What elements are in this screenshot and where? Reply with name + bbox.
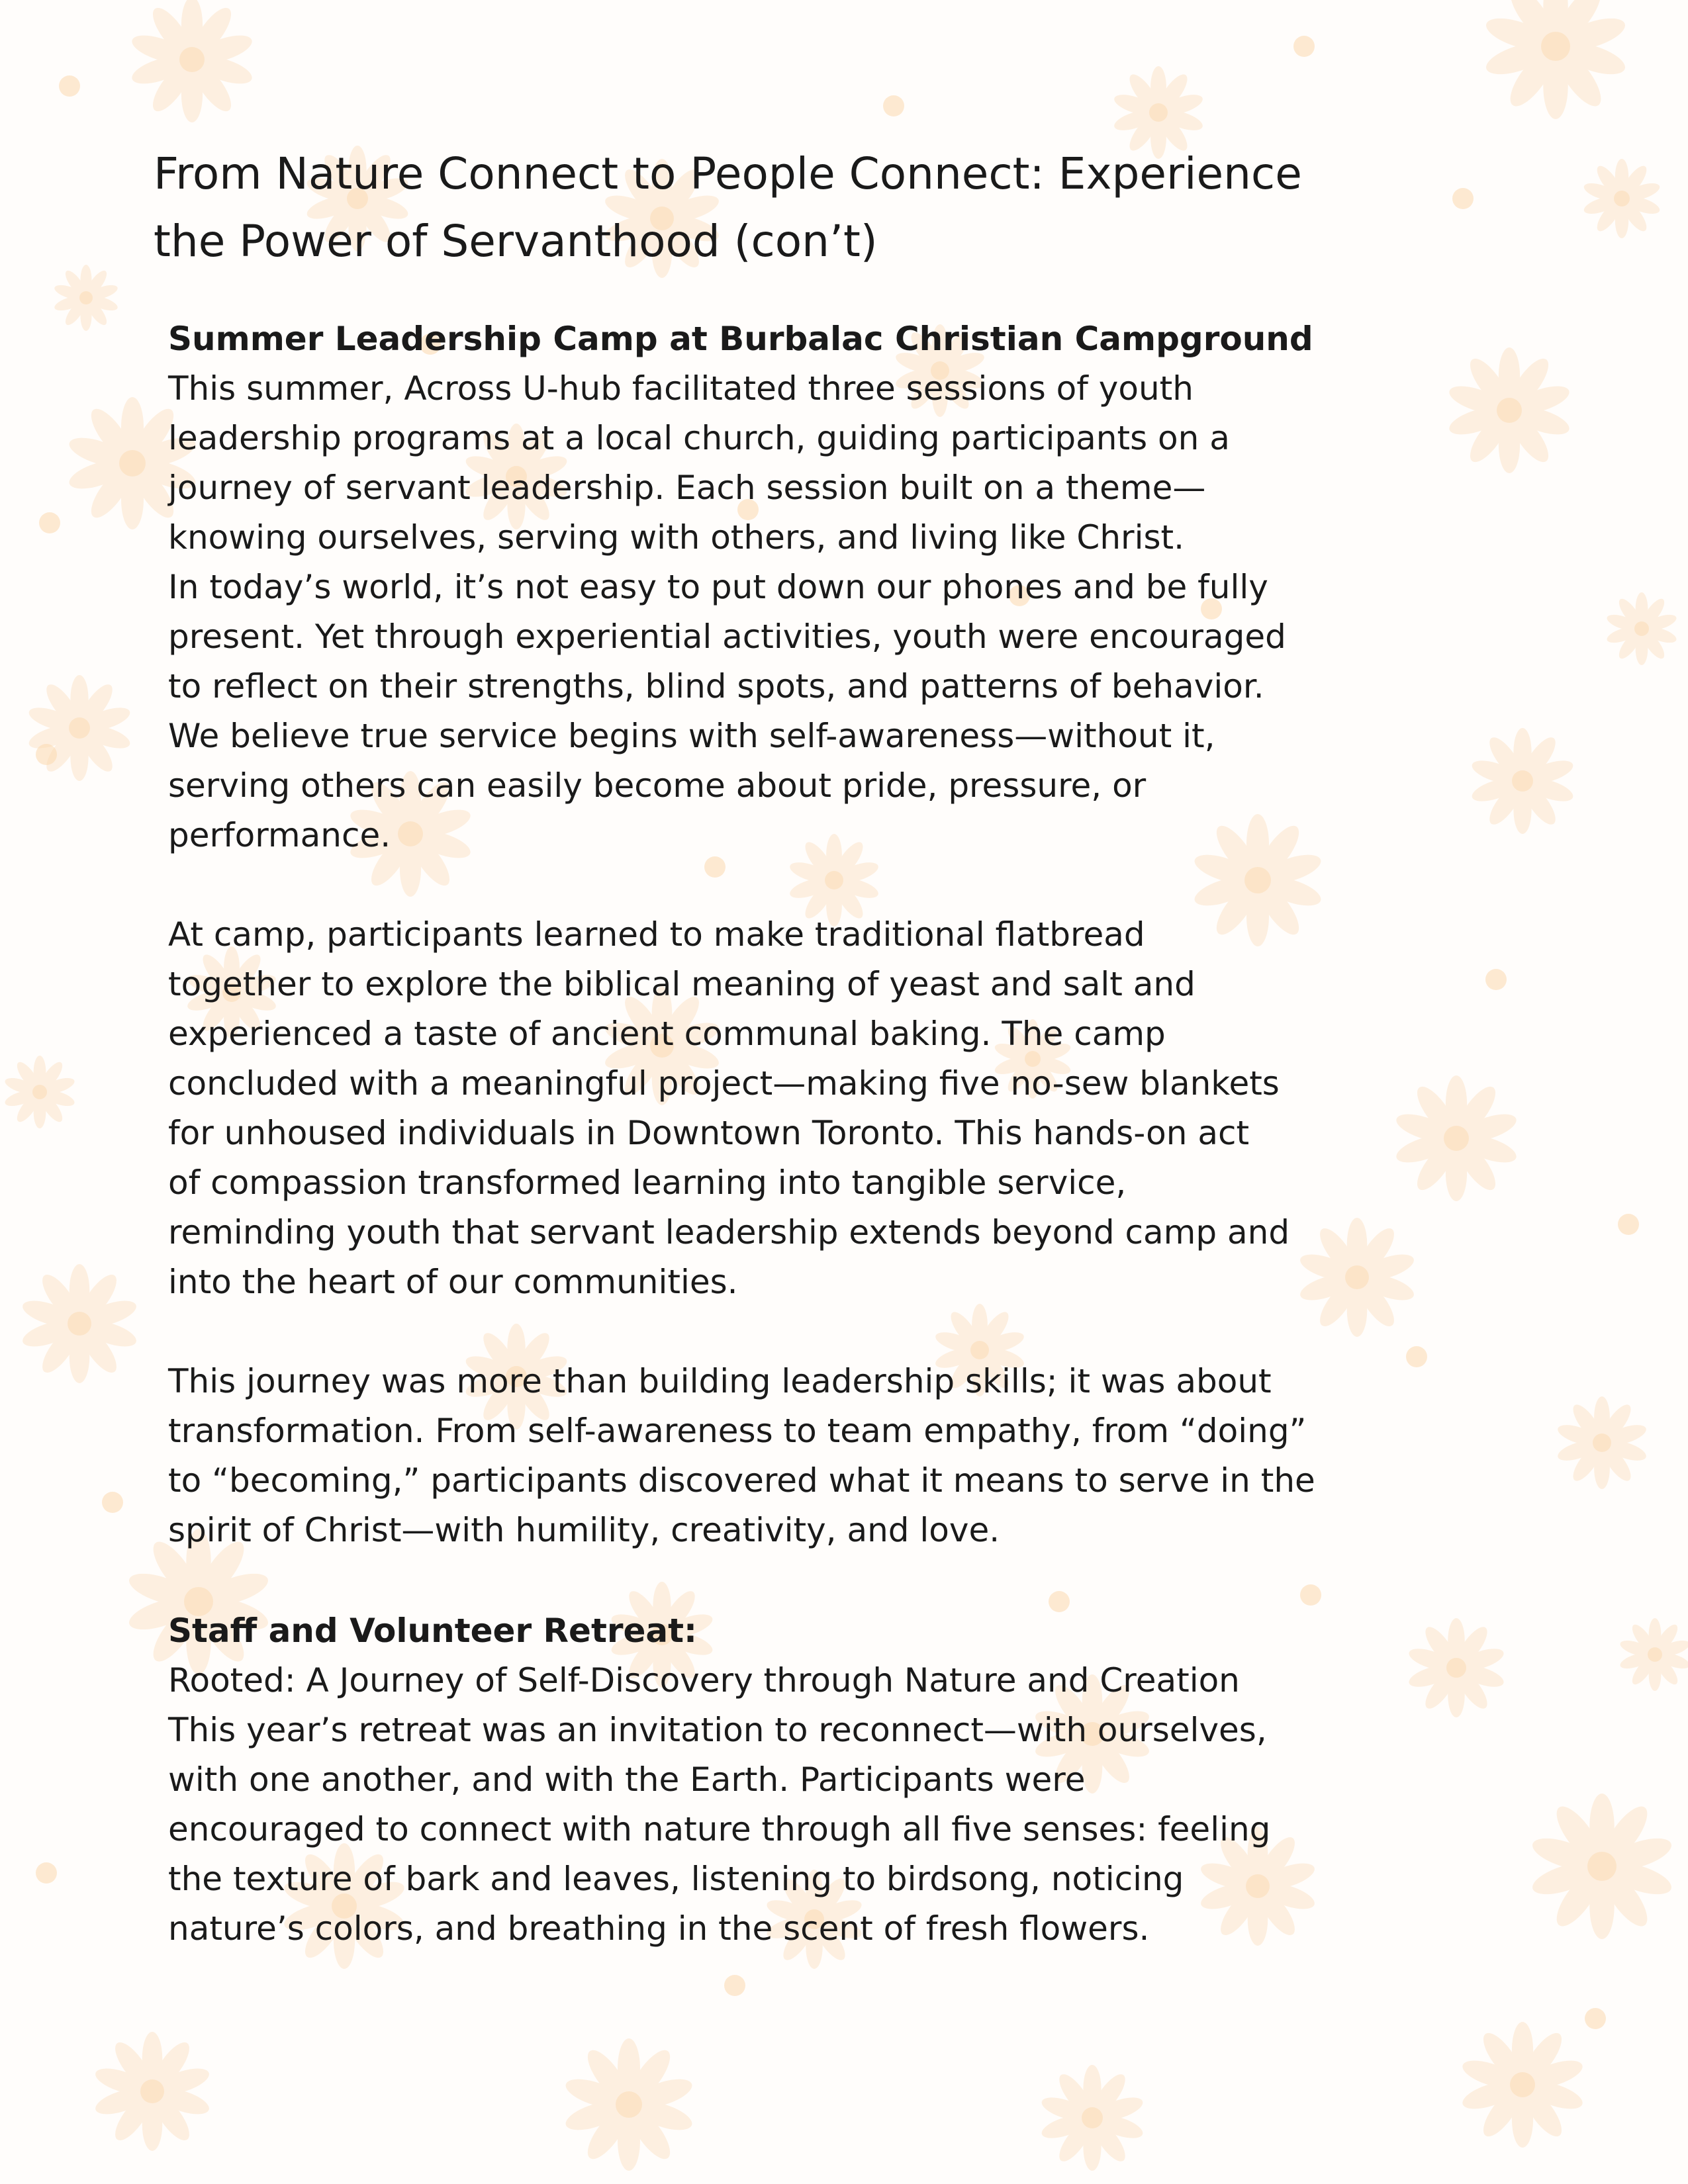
body-text-line: with one another, and with the Earth. Participants were <box>168 1760 1086 1799</box>
body-text-line: present. Yet through experiential activities, youth were encouraged <box>168 617 1286 656</box>
body-text-line: reminding youth that servant leadership extends beyond camp and <box>168 1213 1290 1251</box>
body-text-line: to “becoming,” participants discovered what it means to serve in the <box>168 1461 1315 1500</box>
body-text-line: of compassion transformed learning into tangible service, <box>168 1163 1127 1202</box>
body-text-line: We believe true service begins with self-awareness—without it, <box>168 717 1215 755</box>
body-text-line: journey of servant leadership. Each session built on a theme— <box>168 469 1206 507</box>
page-title-line: the Power of Servanthood (con’t) <box>154 216 878 267</box>
body-text-line: Rooted: A Journey of Self-Discovery through Nature and Creation <box>168 1661 1240 1700</box>
camp-section <box>168 314 1558 1555</box>
body-text-line: transformation. From self-awareness to team empathy, from “doing” <box>168 1412 1307 1450</box>
body-text-line: knowing ourselves, serving with others, and living like Christ. <box>168 518 1185 557</box>
retreat-section <box>168 1606 1558 1954</box>
camp-section-heading: Summer Leadership Camp at Burbalac Christian Campground <box>168 320 1313 358</box>
body-text-line: This summer, Across U-hub facilitated three sessions of youth <box>168 369 1194 408</box>
body-text-line: concluded with a meaningful project—making five no-sew blankets <box>168 1064 1280 1103</box>
body-text-line: together to explore the biblical meaning of yeast and salt and <box>168 965 1196 1003</box>
body-text-line: for unhoused individuals in Downtown Toronto. This hands-on act <box>168 1114 1250 1152</box>
body-text-line: performance. <box>168 816 391 854</box>
body-text-line: In today’s world, it’s not easy to put down our phones and be fully <box>168 568 1268 606</box>
body-text-line: This year’s retreat was an invitation to reconnect—with ourselves, <box>168 1711 1267 1749</box>
body-text-line: spirit of Christ—with humility, creativity, and love. <box>168 1511 1000 1549</box>
body-text-line: to reflect on their strengths, blind spots, and patterns of behavior. <box>168 667 1264 705</box>
body-text-line: nature’s colors, and breathing in the scent of fresh flowers. <box>168 1909 1150 1948</box>
body-text-line: leadership programs at a local church, guiding participants on a <box>168 419 1230 457</box>
retreat-section-heading: Staff and Volunteer Retreat: <box>168 1612 698 1650</box>
body-text-line: the texture of bark and leaves, listening to birdsong, noticing <box>168 1860 1184 1898</box>
page-title <box>154 140 1544 275</box>
page-title-line: From Nature Connect to People Connect: Experience <box>154 148 1302 199</box>
body-text-line: At camp, participants learned to make traditional flatbread <box>168 915 1145 954</box>
body-text-line: encouraged to connect with nature through all five senses: feeling <box>168 1810 1271 1848</box>
body-text-line: into the heart of our communities. <box>168 1263 738 1301</box>
body-text-line: serving others can easily become about pride, pressure, or <box>168 766 1147 805</box>
body-text-line: experienced a taste of ancient communal baking. The camp <box>168 1015 1166 1053</box>
body-text-line: This journey was more than building leadership skills; it was about <box>168 1362 1272 1400</box>
